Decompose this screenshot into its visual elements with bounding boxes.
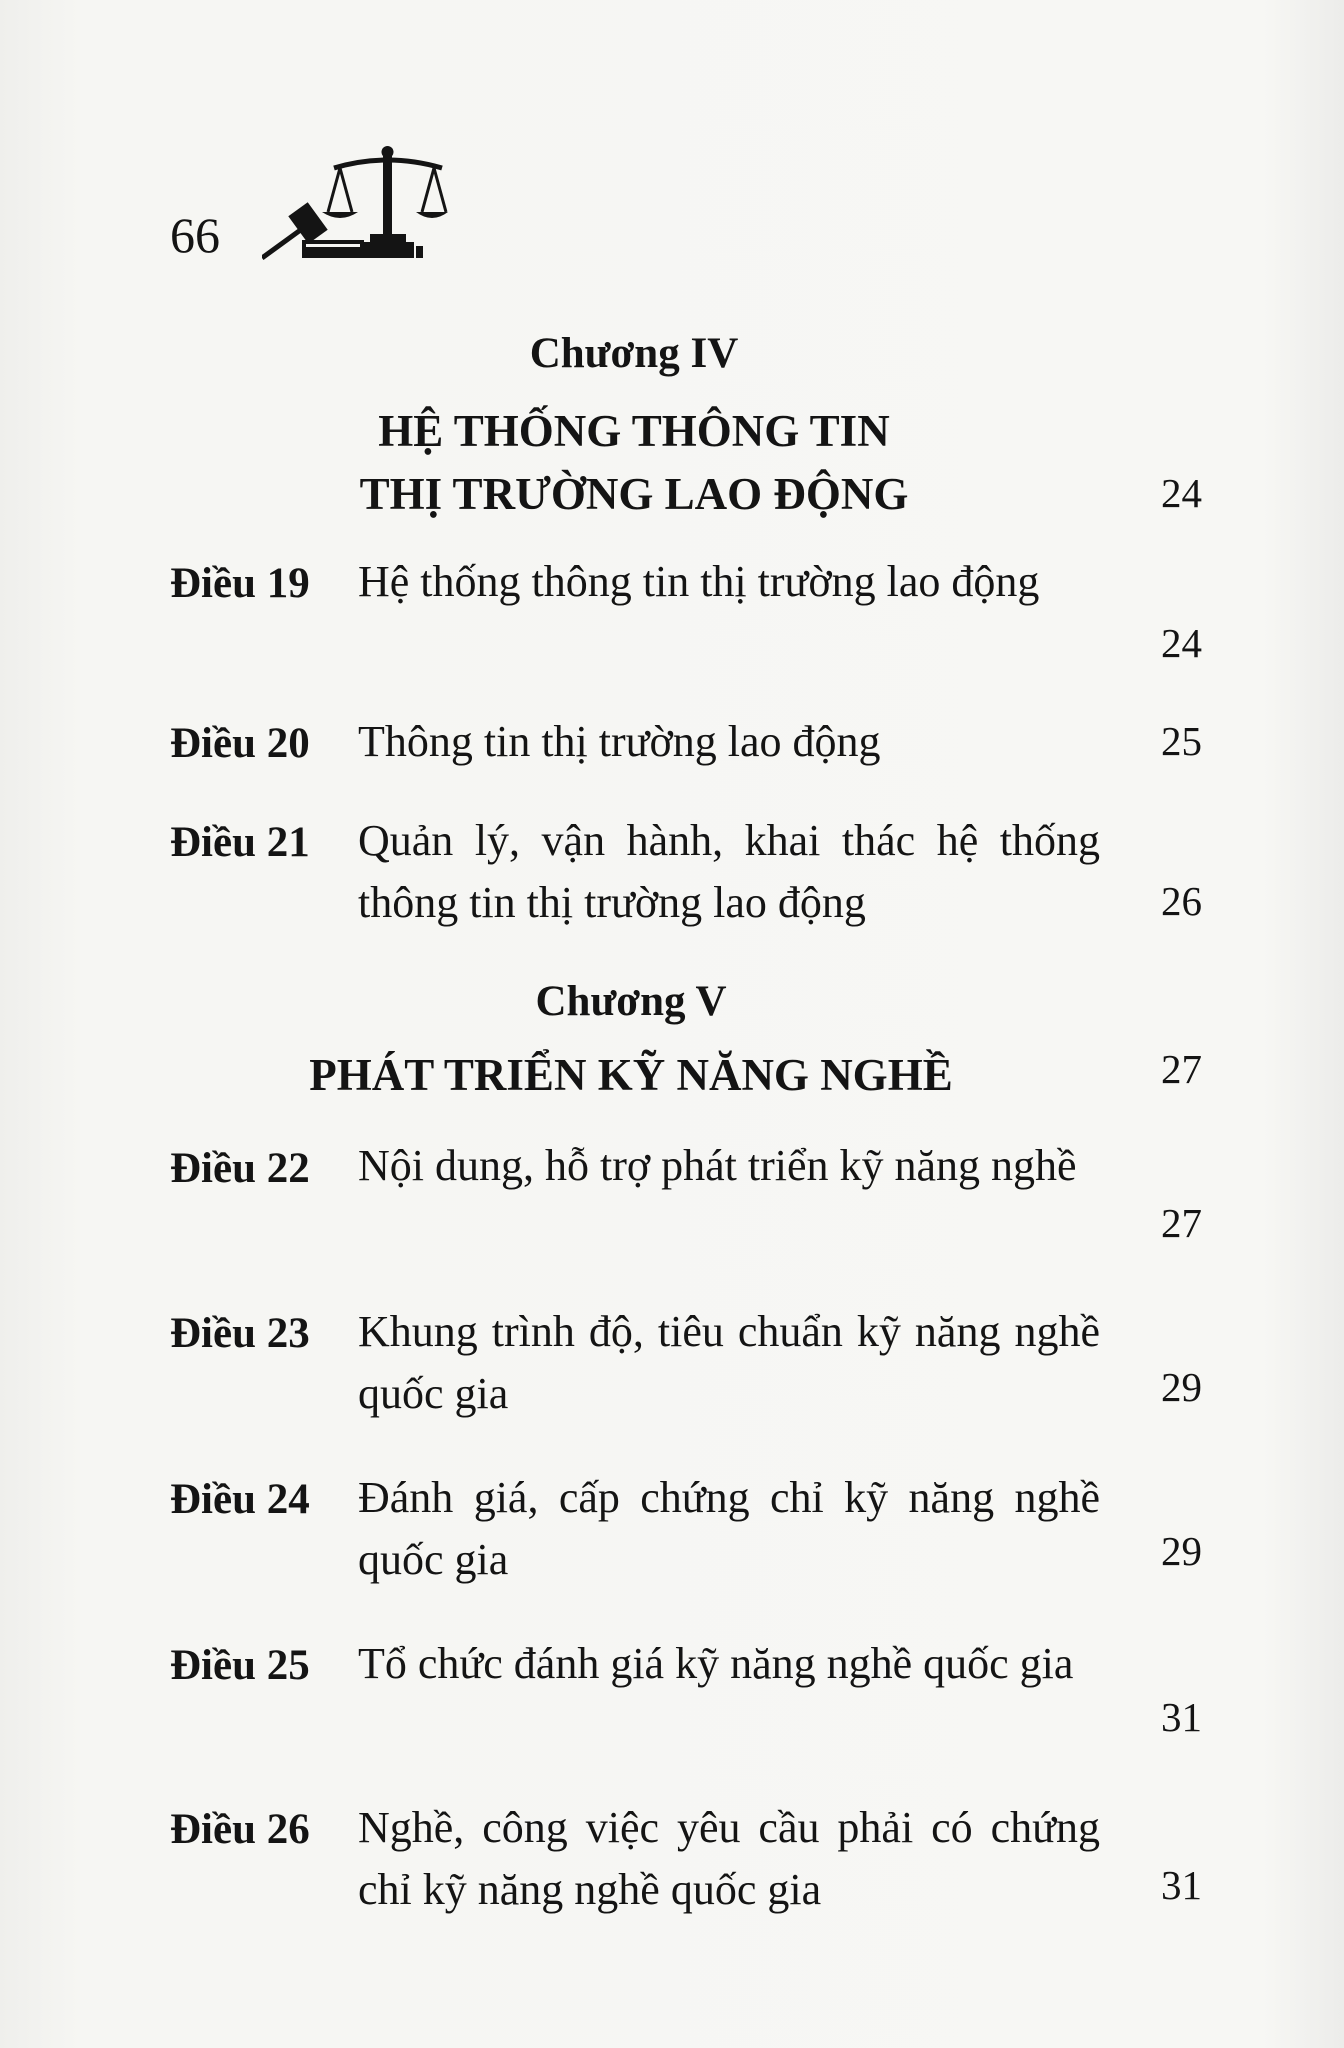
article-page-ref: 29 (1161, 1528, 1202, 1574)
article-label: Điều 24 (170, 1476, 310, 1523)
article-title: Nghề, công việc yêu cầu phải có chứng chỉ kỹ năng nghề quốc gia (358, 1803, 1100, 1914)
chapter-title-line: HỆ THỐNG THÔNG TIN (378, 406, 890, 456)
chapter-title-line: THỊ TRƯỜNG LAO ĐỘNG (359, 469, 909, 519)
article-page-ref: 27 (1161, 1200, 1202, 1246)
article-title: Quản lý, vận hành, khai thác hệ thống thông tin thị trường lao động (358, 816, 1100, 927)
article-page-ref: 24 (1161, 620, 1202, 666)
article-title: Đánh giá, cấp chứng chỉ kỹ năng nghề quốc gia (358, 1473, 1100, 1584)
article-label: Điều 23 (170, 1310, 310, 1357)
chapter-label: Chương V (535, 978, 727, 1025)
article-title: Hệ thống thông tin thị trường lao động (358, 557, 1040, 606)
chapter-page-ref: 27 (1161, 1046, 1202, 1092)
article-label: Điều 25 (170, 1642, 310, 1689)
scales-and-gavel-icon (262, 142, 448, 260)
article-title: Thông tin thị trường lao động (358, 717, 881, 766)
article-title: Tổ chức đánh giá kỹ năng nghề quốc gia (358, 1639, 1074, 1688)
article-page-ref: 31 (1161, 1862, 1202, 1908)
article-page-ref: 26 (1161, 878, 1202, 924)
article-label: Điều 19 (170, 560, 310, 607)
article-label: Điều 21 (170, 819, 310, 866)
article-title: Khung trình độ, tiêu chuẩn kỹ năng nghề quốc gia (358, 1307, 1100, 1418)
article-page-ref: 29 (1161, 1364, 1202, 1410)
chapter-title-line: PHÁT TRIỂN KỸ NĂNG NGHỀ (309, 1050, 953, 1100)
article-title: Nội dung, hỗ trợ phát triển kỹ năng nghề (358, 1141, 1077, 1190)
article-label: Điều 22 (170, 1145, 310, 1192)
article-label: Điều 20 (170, 720, 310, 767)
page-number: 66 (170, 207, 220, 263)
chapter-page-ref: 24 (1161, 470, 1202, 516)
article-page-ref: 31 (1161, 1694, 1202, 1740)
chapter-label: Chương IV (529, 330, 739, 377)
article-page-ref: 25 (1161, 718, 1202, 764)
article-label: Điều 26 (170, 1806, 310, 1853)
